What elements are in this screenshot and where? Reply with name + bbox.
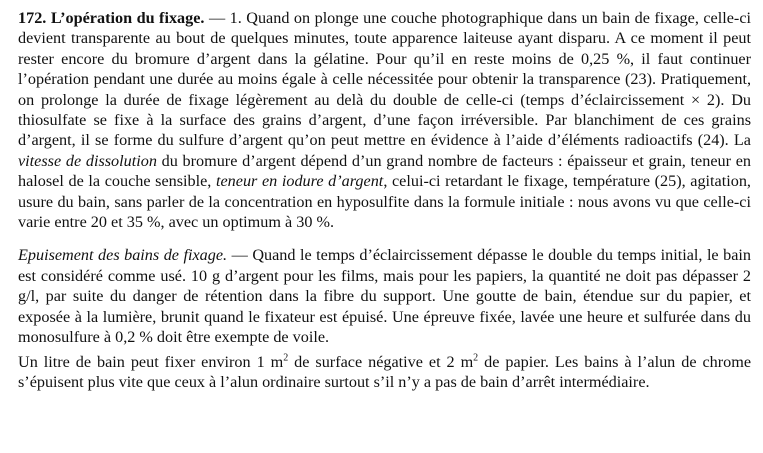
section-number: 172. <box>18 9 47 27</box>
superscript: 2 <box>283 352 289 364</box>
emphasis-vitesse: vitesse de dissolution <box>18 151 157 170</box>
document-page <box>18 8 751 392</box>
superscript: 2 <box>473 352 479 364</box>
subsection-title: Epuisement des bains de fixage. <box>18 246 228 265</box>
section-title: L’opération du fixage. <box>50 9 205 27</box>
paragraph-fixage <box>18 8 751 232</box>
paragraph-text: — Quand le temps d’éclaircissement dépasse le double du temps initial, le bain est considéré comme usé. 10 g d’argent pour les films, mais pour les papiers, la quantité ne doit pas dépasser 2 g/l, par suite du danger de rétention dans la fibre du support. Une goutte de bain, étendue sur du papier, et exposée à la lumière, brunit quand le fixateur est épuisé. Une épreuve fixée, lavée une heure et sulfurée dans du monosulfure à 0,2 % doit être exempte de voile. <box>18 246 752 347</box>
paragraph-gap <box>18 232 751 245</box>
paragraph-text: , celui-ci retardant le fixage, température (25), agitation, usure du bain, sans parler de la concentration en hyposulfite dans la formule initiale : nous avons vu que celle-ci varie entre 20 et 35 %, avec un optimum à 30 %. <box>18 172 751 232</box>
paragraph-text: de papier. Les bains à l’alun de chrome s’épuisent plus vite que ceux à l’alun ordinaire surtout s’il n’y a pas de bain d’arrêt intermédiaire. <box>18 352 751 391</box>
paragraph-text: du bromure d’argent dépend d’un grand nombre de facteurs : épaisseur et grain, teneur en halosel de la couche sensible, <box>18 151 752 191</box>
paragraph-litre <box>18 352 751 393</box>
paragraph-text: Un litre de bain peut fixer environ 1 m <box>18 352 284 371</box>
paragraph-text: de surface négative et 2 m <box>288 352 474 371</box>
paragraph-epuisement <box>18 245 751 347</box>
paragraph-text: — 1. Quand on plonge une couche photographique dans un bain de fixage, celle-ci devient transparente au bout de quelques minutes, toute apparence laiteuse ayant disparu. A ce moment il peut rester encore du bromure d’argent dans la gélatine. Pour qu’il en reste moins de 0,25 %, il faut continuer l’opération pendant une durée au moins égale à celle nécessitée pour obtenir la transparence (23). Pratiquement, on prolonge la durée de fixage légèrement au delà du double de celle-ci (temps d’éclaircissement × 2). Du thiosulfate se fixe à la surface des grains d’argent, d’une façon irréversible. Par blanchiment de ces grains d’argent, il se forme du sulfure d’argent qu’on peut mettre en évidence à l’aide d’éléments radioactifs (24). La <box>18 9 751 150</box>
emphasis-iodure: teneur en iodure d’argent <box>215 172 384 191</box>
